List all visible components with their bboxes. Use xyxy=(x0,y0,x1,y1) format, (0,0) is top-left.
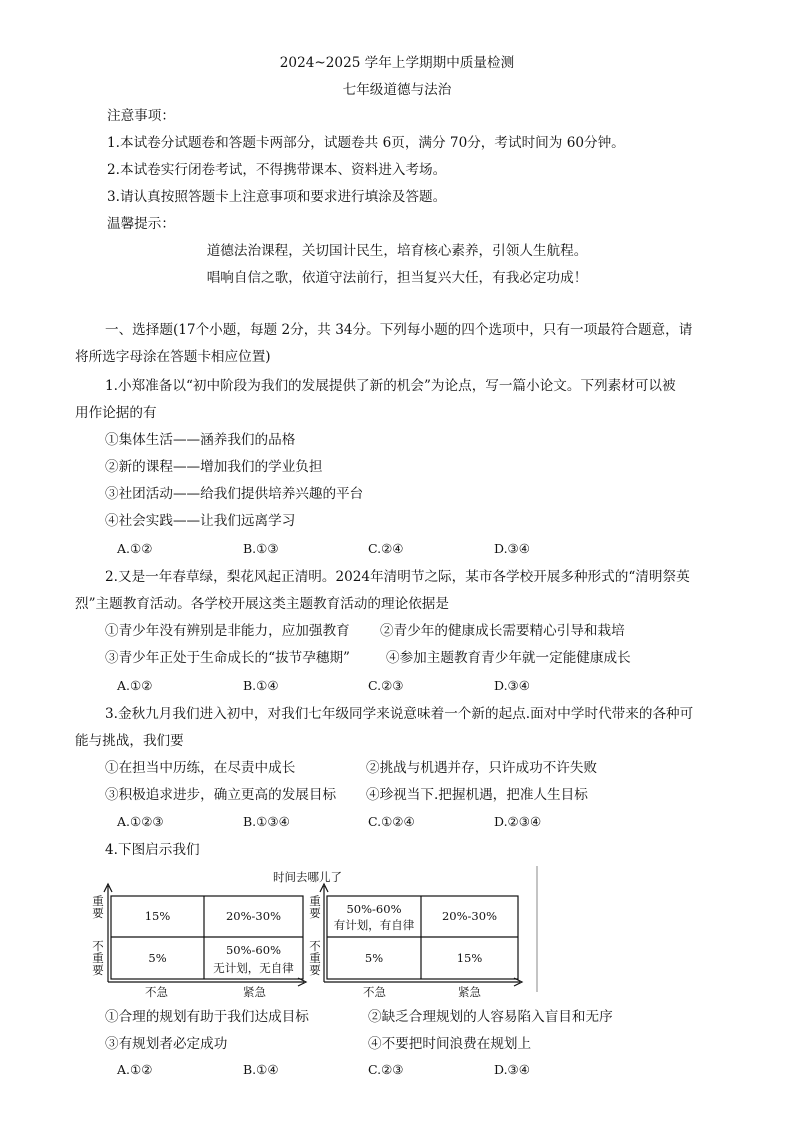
q2-item-4: ④参加主题教育青少年就一定能健康成长 xyxy=(386,650,631,666)
right-xlabel-urgent: 紧急 xyxy=(458,985,481,999)
chart-title: 时间去哪儿了 xyxy=(273,870,342,884)
left-cell-tl: 15% xyxy=(144,909,171,923)
q1-item-2: ②新的课程——增加我们的学业负担 xyxy=(105,459,323,475)
right-ylabel-important: 重要 xyxy=(309,894,321,920)
section-heading: 一、选择题(17个小题，每题 2分，共 34分。下列每小题的四个选项中，只有一项最符合题意，请 xyxy=(105,322,693,338)
tips-line-2: 唱响自信之歌，依道守法前行，担当复兴大任，有我必定功成！ xyxy=(206,270,588,286)
q3-option-d[interactable]: D.②③④ xyxy=(494,814,542,829)
q2-option-b[interactable]: B.①④ xyxy=(243,678,279,693)
q3-item-3: ③积极追求进步，确立更高的发展目标 xyxy=(105,787,337,803)
right-xlabel-not-urgent: 不急 xyxy=(363,985,386,999)
right-cell-bl: 5% xyxy=(364,951,384,965)
q4-stem: 4.下图启示我们 xyxy=(105,842,200,858)
notice-item-1: 1.本试卷分试题卷和答题卡两部分，试题卷共 6页，满分 70分，考试时间为 60分钟。 xyxy=(107,135,625,151)
q2-option-d[interactable]: D.③④ xyxy=(494,678,530,693)
q4-item-4: ④不要把时间浪费在规划上 xyxy=(368,1036,532,1052)
q4-option-c[interactable]: C.②③ xyxy=(368,1062,404,1077)
q3-item-1: ①在担当中历练，在尽责中成长 xyxy=(105,760,296,776)
q3-item-2: ②挑战与机遇并存，只许成功不许失败 xyxy=(366,760,598,776)
q3-option-c[interactable]: C.①②④ xyxy=(368,814,415,829)
q3-option-b[interactable]: B.①③④ xyxy=(243,814,290,829)
right-cell-br: 15% xyxy=(456,951,483,965)
q3-item-4: ④珍视当下.把握机遇，把准人生目标 xyxy=(366,787,588,803)
q1-item-3: ③社团活动——给我们提供培养兴趣的平台 xyxy=(105,486,364,502)
q1-option-d[interactable]: D.③④ xyxy=(494,541,530,556)
notice-heading: 注意事项： xyxy=(107,108,175,124)
left-cell-br-note: 无计划，无自律 xyxy=(213,961,294,975)
q2-item-1: ①青少年没有辨别是非能力，应加强教育 xyxy=(105,623,350,639)
q4-option-a[interactable]: A.①② xyxy=(117,1062,153,1077)
left-xlabel-urgent: 紧急 xyxy=(243,985,266,999)
left-ylabel-important: 重要 xyxy=(92,894,104,920)
notice-item-2: 2.本试卷实行闭卷考试，不得携带课本、资料进入考场。 xyxy=(107,162,447,178)
left-cell-br-value: 50%-60% xyxy=(225,943,281,957)
right-cell-tl-value: 50%-60% xyxy=(346,902,402,916)
tips-line-1: 道德法治课程，关切国计民生，培育核心素养，引领人生航程。 xyxy=(206,243,588,259)
q4-item-3: ③有规划者必定成功 xyxy=(105,1036,228,1052)
q1-stem-cont: 用作论据的有 xyxy=(75,405,157,421)
left-cell-tr: 20%-30% xyxy=(225,909,281,923)
q1-option-c[interactable]: C.②④ xyxy=(368,541,404,556)
notice-item-3: 3.请认真按照答题卡上注意事项和要求进行填涂及答题。 xyxy=(107,189,447,205)
left-ylabel-unimportant: 不重要 xyxy=(92,939,104,977)
q1-item-4: ④社会实践——让我们远离学习 xyxy=(105,513,296,529)
exam-subject: 七年级道德与法治 xyxy=(342,82,452,98)
q2-stem-cont: 烈”主题教育活动。各学校开展这类主题教育活动的理论依据是 xyxy=(75,596,449,612)
section-heading-cont: 将所选字母涂在答题卡相应位置) xyxy=(75,349,271,365)
q4-item-2: ②缺乏合理规划的人容易陷入盲目和无序 xyxy=(368,1009,613,1025)
q4-option-d[interactable]: D.③④ xyxy=(494,1062,530,1077)
right-cell-tr: 20%-30% xyxy=(441,909,497,923)
tips-heading: 温馨提示： xyxy=(107,216,175,232)
exam-title: 2024~2025 学年上学期期中质量检测 xyxy=(279,55,515,71)
q3-stem: 3.金秋九月我们进入初中，对我们七年级同学来说意味着一个新的起点.面对中学时代带来的各种可 xyxy=(105,706,694,722)
q1-item-1: ①集体生活——涵养我们的品格 xyxy=(105,432,296,448)
q2-item-3: ③青少年正处于生命成长的“拔节孕穗期” xyxy=(105,650,350,666)
left-cell-bl: 5% xyxy=(148,951,167,965)
q2-stem: 2.又是一年春草绿，梨花风起正清明。2024年清明节之际，某市各学校开展多种形式的“清明祭英 xyxy=(105,569,690,585)
q1-stem: 1.小郑准备以“初中阶段为我们的发展提供了新的机会”为论点，写一篇小论文。下列素材可以被 xyxy=(105,378,676,394)
q2-option-a[interactable]: A.①② xyxy=(117,678,153,693)
q4-item-1: ①合理的规划有助于我们达成目标 xyxy=(105,1009,309,1025)
left-xlabel-not-urgent: 不急 xyxy=(145,985,168,999)
right-ylabel-unimportant: 不重要 xyxy=(309,939,321,977)
q1-option-b[interactable]: B.①③ xyxy=(243,541,279,556)
right-cell-tl-note: 有计划，有自律 xyxy=(333,918,415,932)
q1-option-a[interactable]: A.①② xyxy=(117,541,153,556)
q4-option-b[interactable]: B.①④ xyxy=(243,1062,279,1077)
q3-stem-cont: 能与挑战，我们要 xyxy=(75,733,184,749)
q2-option-c[interactable]: C.②③ xyxy=(368,678,404,693)
q3-option-a[interactable]: A.①②③ xyxy=(117,814,164,829)
q2-item-2: ②青少年的健康成长需要精心引导和栽培 xyxy=(380,623,625,639)
